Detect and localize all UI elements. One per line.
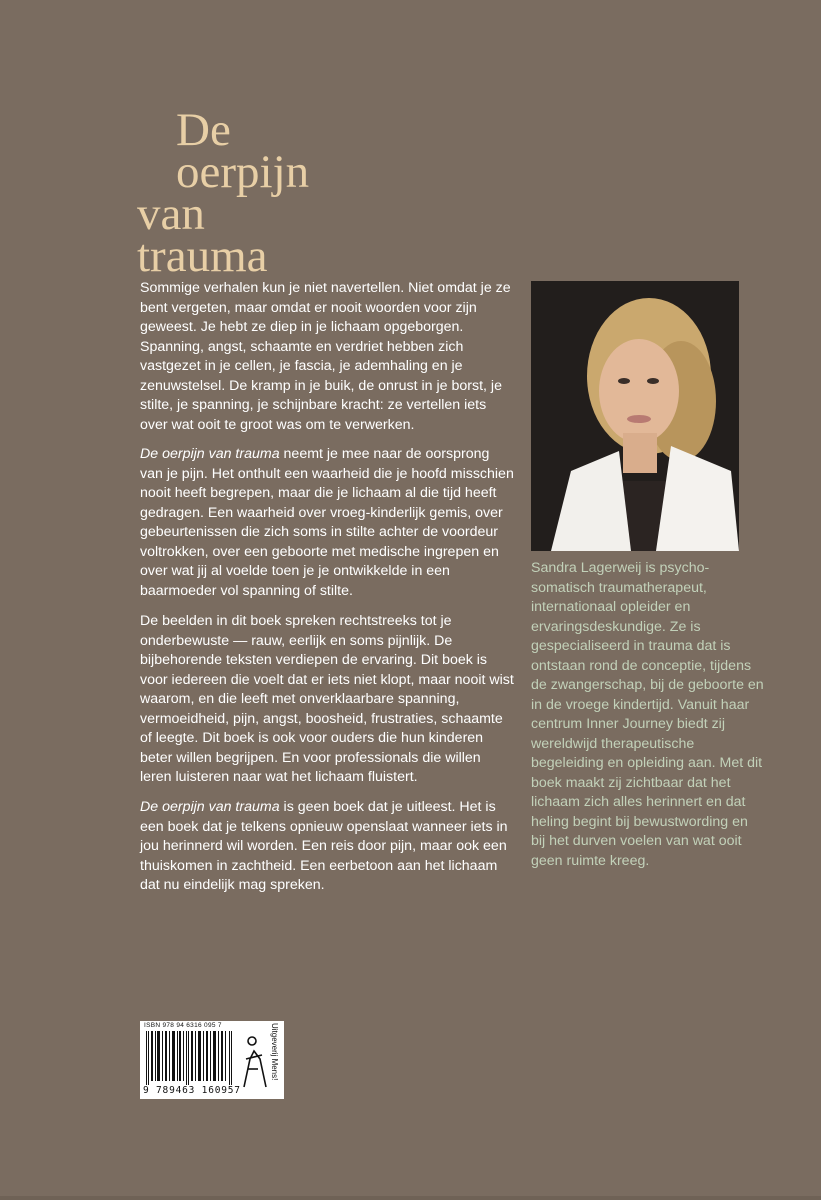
- author-bio: Sandra Lagerweij is psycho-somatisch traumatherapeut, internationaal opleider en ervaringsdeskundige. Ze is gespecialiseerd in trauma dat is ontstaan rond de conceptie, tijdens de zwangerschap, bij de geboorte en in de vroege kindertijd. Vanuit haar centrum Inner Journey biedt zij wereldwijd therapeutische begeleiding en opleiding aan. Met dit boek maakt zij zichtbaar dat het lichaam zich alles herinnert en dat heling begint bij bewustwording en bij het durven voelen van wat ooit geen ruimte kreeg.: [531, 560, 764, 869]
- blurb-paragraph-4: [140, 798, 515, 896]
- blurb-text-4: [140, 798, 515, 896]
- author-photo: [531, 281, 739, 551]
- book-title-italic: De oerpijn van trauma: [140, 446, 280, 462]
- book-title-line-2: oerpijn: [176, 146, 310, 198]
- author-portrait-illustration: [531, 281, 739, 551]
- isbn-number: ISBN 978 94 6316 095 7: [144, 1022, 222, 1029]
- blurb-text-1: Sommige verhalen kun je niet navertellen. Niet omdat je ze bent vergeten, maar omdat er nooit woorden voor zijn geweest. Je hebt ze diep in je lichaam opgeborgen. Spanning, angst, schaamte en verdriet hebben zich vastgezet in je cellen, je fascia, je ademhaling en je zenuwstelsel. De kramp in je buik, de onrust in je borst, je stilte, je spanning, je schijnbare kracht: ze vertellen iets over wat ooit te groot was om te verwerken.: [140, 280, 511, 433]
- blurb-paragraph-1: [140, 279, 515, 435]
- blurb-text-4-rest: is geen boek dat je uitleest. Het is een boek dat je telkens opnieuw openslaat wanneer iets in jou herinnerd wil worden. Een reis door pijn, maar ook een thuiskomen in zachtheid. Een eerbetoon aan het lichaam dat nu eindelijk mag spreken.: [140, 799, 508, 893]
- book-title-line-4: trauma: [137, 230, 268, 282]
- book-title-line-3: van: [137, 188, 205, 240]
- blurb-text-3: De beelden in dit boek spreken rechtstreeks tot je onderbewuste — rauw, eerlijk en soms pijnlijk. De bijbehorende teksten verdiepen de ervaring. Dit boek is voor iedereen die voelt dat er iets niet klopt, maar nooit wist waarom, en die leeft met onverklaarbare spanning, vermoeidheid, pijn, angst, boosheid, frustraties, schaamte of leegte. Dit boek is ook voor ouders die hun kinderen beter willen begrijpen. En voor professionals die willen leren luisteren naar wat het lichaam fluistert.: [140, 613, 514, 785]
- barcode-bars: [146, 1031, 234, 1085]
- blurb-paragraph-3: [140, 612, 515, 788]
- publisher-name: Uitgeverij Mens!: [270, 1023, 279, 1081]
- isbn-barcode: [140, 1021, 284, 1099]
- blurb-paragraph-2: [140, 445, 515, 601]
- spine-fold-line: [0, 1196, 821, 1200]
- publisher-logo-icon: [238, 1025, 274, 1095]
- book-title-line-1: De: [176, 104, 231, 156]
- blurb-text-2: [140, 445, 515, 601]
- book-title-italic-2: De oerpijn van trauma: [140, 799, 280, 815]
- barcode-digits: 9 789463 160957: [143, 1085, 241, 1096]
- blurb-text-2-rest: neemt je mee naar de oorsprong van je pijn. Het onthult een waarheid die je hoofd misschien nooit heeft begrepen, maar die je lichaam al die tijd heeft gedragen. Een waarheid over vroeg-kinderlijk gemis, over gebeurtenissen die zich soms in stilte achter de voordeur voltrokken, over een geboorte met medische ingrepen en over wat jij al voelde toen je je ontwikkelde in een baarmoeder vol spanning of stilte.: [140, 446, 514, 599]
